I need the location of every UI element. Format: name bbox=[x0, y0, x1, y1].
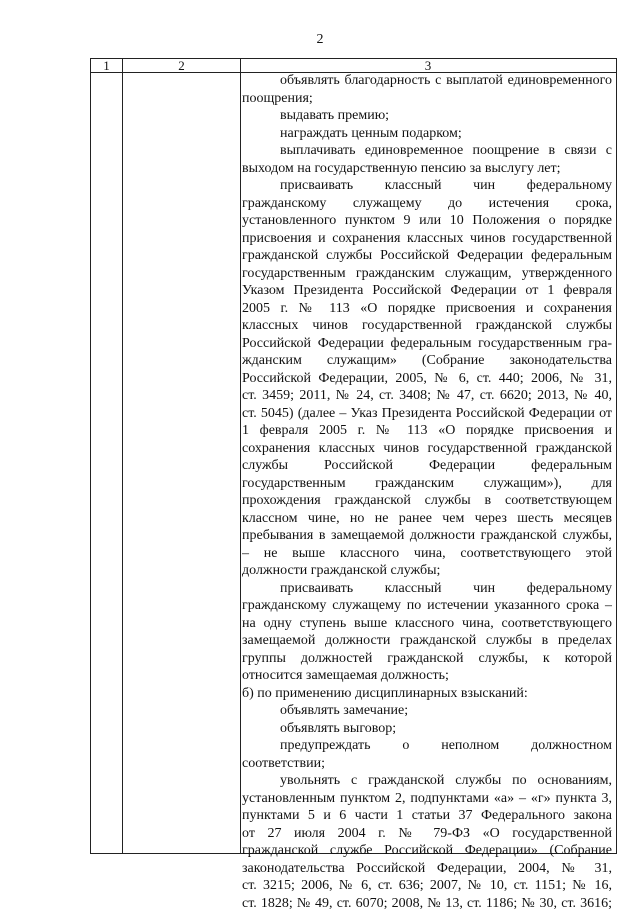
text-line: государственным гражданским служащим, утвержденного bbox=[242, 265, 612, 283]
text-line: 1 февраля 2005 г. № 113 «О порядке присвоения и bbox=[242, 422, 612, 440]
text-line: ст. 3215; 2006, № 6, ст. 636; 2007, № 10, ст. 1151; № 16, bbox=[242, 877, 612, 895]
text-line: от 27 июля 2004 г. № 79-ФЗ «О государственной bbox=[242, 825, 612, 843]
text-line: Российской Федерации, 2005, № 6, ст. 440; 2006, № 31, bbox=[242, 370, 612, 388]
text-line: ст. 3459; 2011, № 24, ст. 3408; № 47, ст. 6620; 2013, № 40, bbox=[242, 387, 612, 405]
text-line: соответствии; bbox=[242, 755, 612, 773]
text-line: ст. 5045) (далее – Указ Президента Российской Федерации от bbox=[242, 405, 612, 423]
text-line: поощрения; bbox=[242, 90, 612, 108]
text-line: государственным гражданским служащим»), для bbox=[242, 475, 612, 493]
text-line: увольнять с гражданской службы по основаниям, bbox=[242, 772, 612, 790]
text-line: установленным пунктом 2, подпунктами «а» – «г» пункта 3, bbox=[242, 790, 612, 808]
text-line: объявлять выговор; bbox=[242, 720, 612, 738]
text-line: пребывания в замещаемой должности гражданской службы, bbox=[242, 527, 612, 545]
text-line: предупреждать о неполном должностном bbox=[242, 737, 612, 755]
text-line: классном чине, но не ранее чем через шесть месяцев bbox=[242, 510, 612, 528]
text-line: присваивать классный чин федеральному bbox=[242, 580, 612, 598]
text-line: присвоения и сохранения классных чинов государственной bbox=[242, 230, 612, 248]
page-number: 2 bbox=[0, 32, 640, 48]
text-line: гражданской службе Российской Федерации» (Собрание bbox=[242, 842, 612, 860]
text-line: пунктами 5 и 6 части 1 статьи 37 Федерального закона bbox=[242, 807, 612, 825]
text-line: классных чинов государственной гражданской службы bbox=[242, 317, 612, 335]
text-line: – не выше классного чина, соответствующего этой bbox=[242, 545, 612, 563]
column-header-3: 3 bbox=[241, 59, 615, 72]
text-line: относится замещаемая должность; bbox=[242, 667, 612, 685]
text-line: объявлять замечание; bbox=[242, 702, 612, 720]
text-line: на одну ступень выше классного чина, соответствующего bbox=[242, 615, 612, 633]
text-line: гражданской службы Российской Федерации федеральным bbox=[242, 247, 612, 265]
text-line: жданским служащим» (Собрание законодательства bbox=[242, 352, 612, 370]
text-line: объявлять благодарность с выплатой единовременного bbox=[242, 72, 612, 90]
text-line: выплачивать единовременное поощрение в связи с bbox=[242, 142, 612, 160]
text-line: Указом Президента Российской Федерации от 1 февраля bbox=[242, 282, 612, 300]
text-line: 2005 г. № 113 «О порядке присвоения и сохранения bbox=[242, 300, 612, 318]
text-line: должности гражданской службы; bbox=[242, 562, 612, 580]
column-divider bbox=[122, 59, 123, 853]
text-line: гражданскому служащему по истечении указанного срока – bbox=[242, 597, 612, 615]
text-line: группы должностей гражданской службы, к которой bbox=[242, 650, 612, 668]
text-line: законодательства Российской Федерации, 2004, № 31, bbox=[242, 860, 612, 878]
text-line: выходом на государственную пенсию за выслугу лет; bbox=[242, 160, 612, 178]
text-line: установленного пунктом 9 или 10 Положения о порядке bbox=[242, 212, 612, 230]
text-line: награждать ценным подарком; bbox=[242, 125, 612, 143]
text-line: сохранения классных чинов государственной гражданской bbox=[242, 440, 612, 458]
document-table bbox=[90, 58, 617, 854]
column-header-2: 2 bbox=[123, 59, 240, 72]
column-divider bbox=[240, 59, 241, 853]
text-line: присваивать классный чин федеральному bbox=[242, 177, 612, 195]
text-line: замещаемой должности гражданской службы в пределах bbox=[242, 632, 612, 650]
text-line: ст. 1828; № 49, ст. 6070; 2008, № 13, ст. 1186; № 30, ст. 3616; bbox=[242, 895, 612, 912]
column-header-1: 1 bbox=[91, 59, 122, 72]
text-line: прохождения гражданской службы в соответствующем bbox=[242, 492, 612, 510]
text-line: Российской Федерации федеральным государственным гра- bbox=[242, 335, 612, 353]
column-3-text bbox=[242, 72, 612, 912]
text-line: выдавать премию; bbox=[242, 107, 612, 125]
text-line: гражданскому служащему до истечения срока, bbox=[242, 195, 612, 213]
text-line: б) по применению дисциплинарных взысканий: bbox=[242, 685, 612, 703]
text-line: службы Российской Федерации федеральным bbox=[242, 457, 612, 475]
